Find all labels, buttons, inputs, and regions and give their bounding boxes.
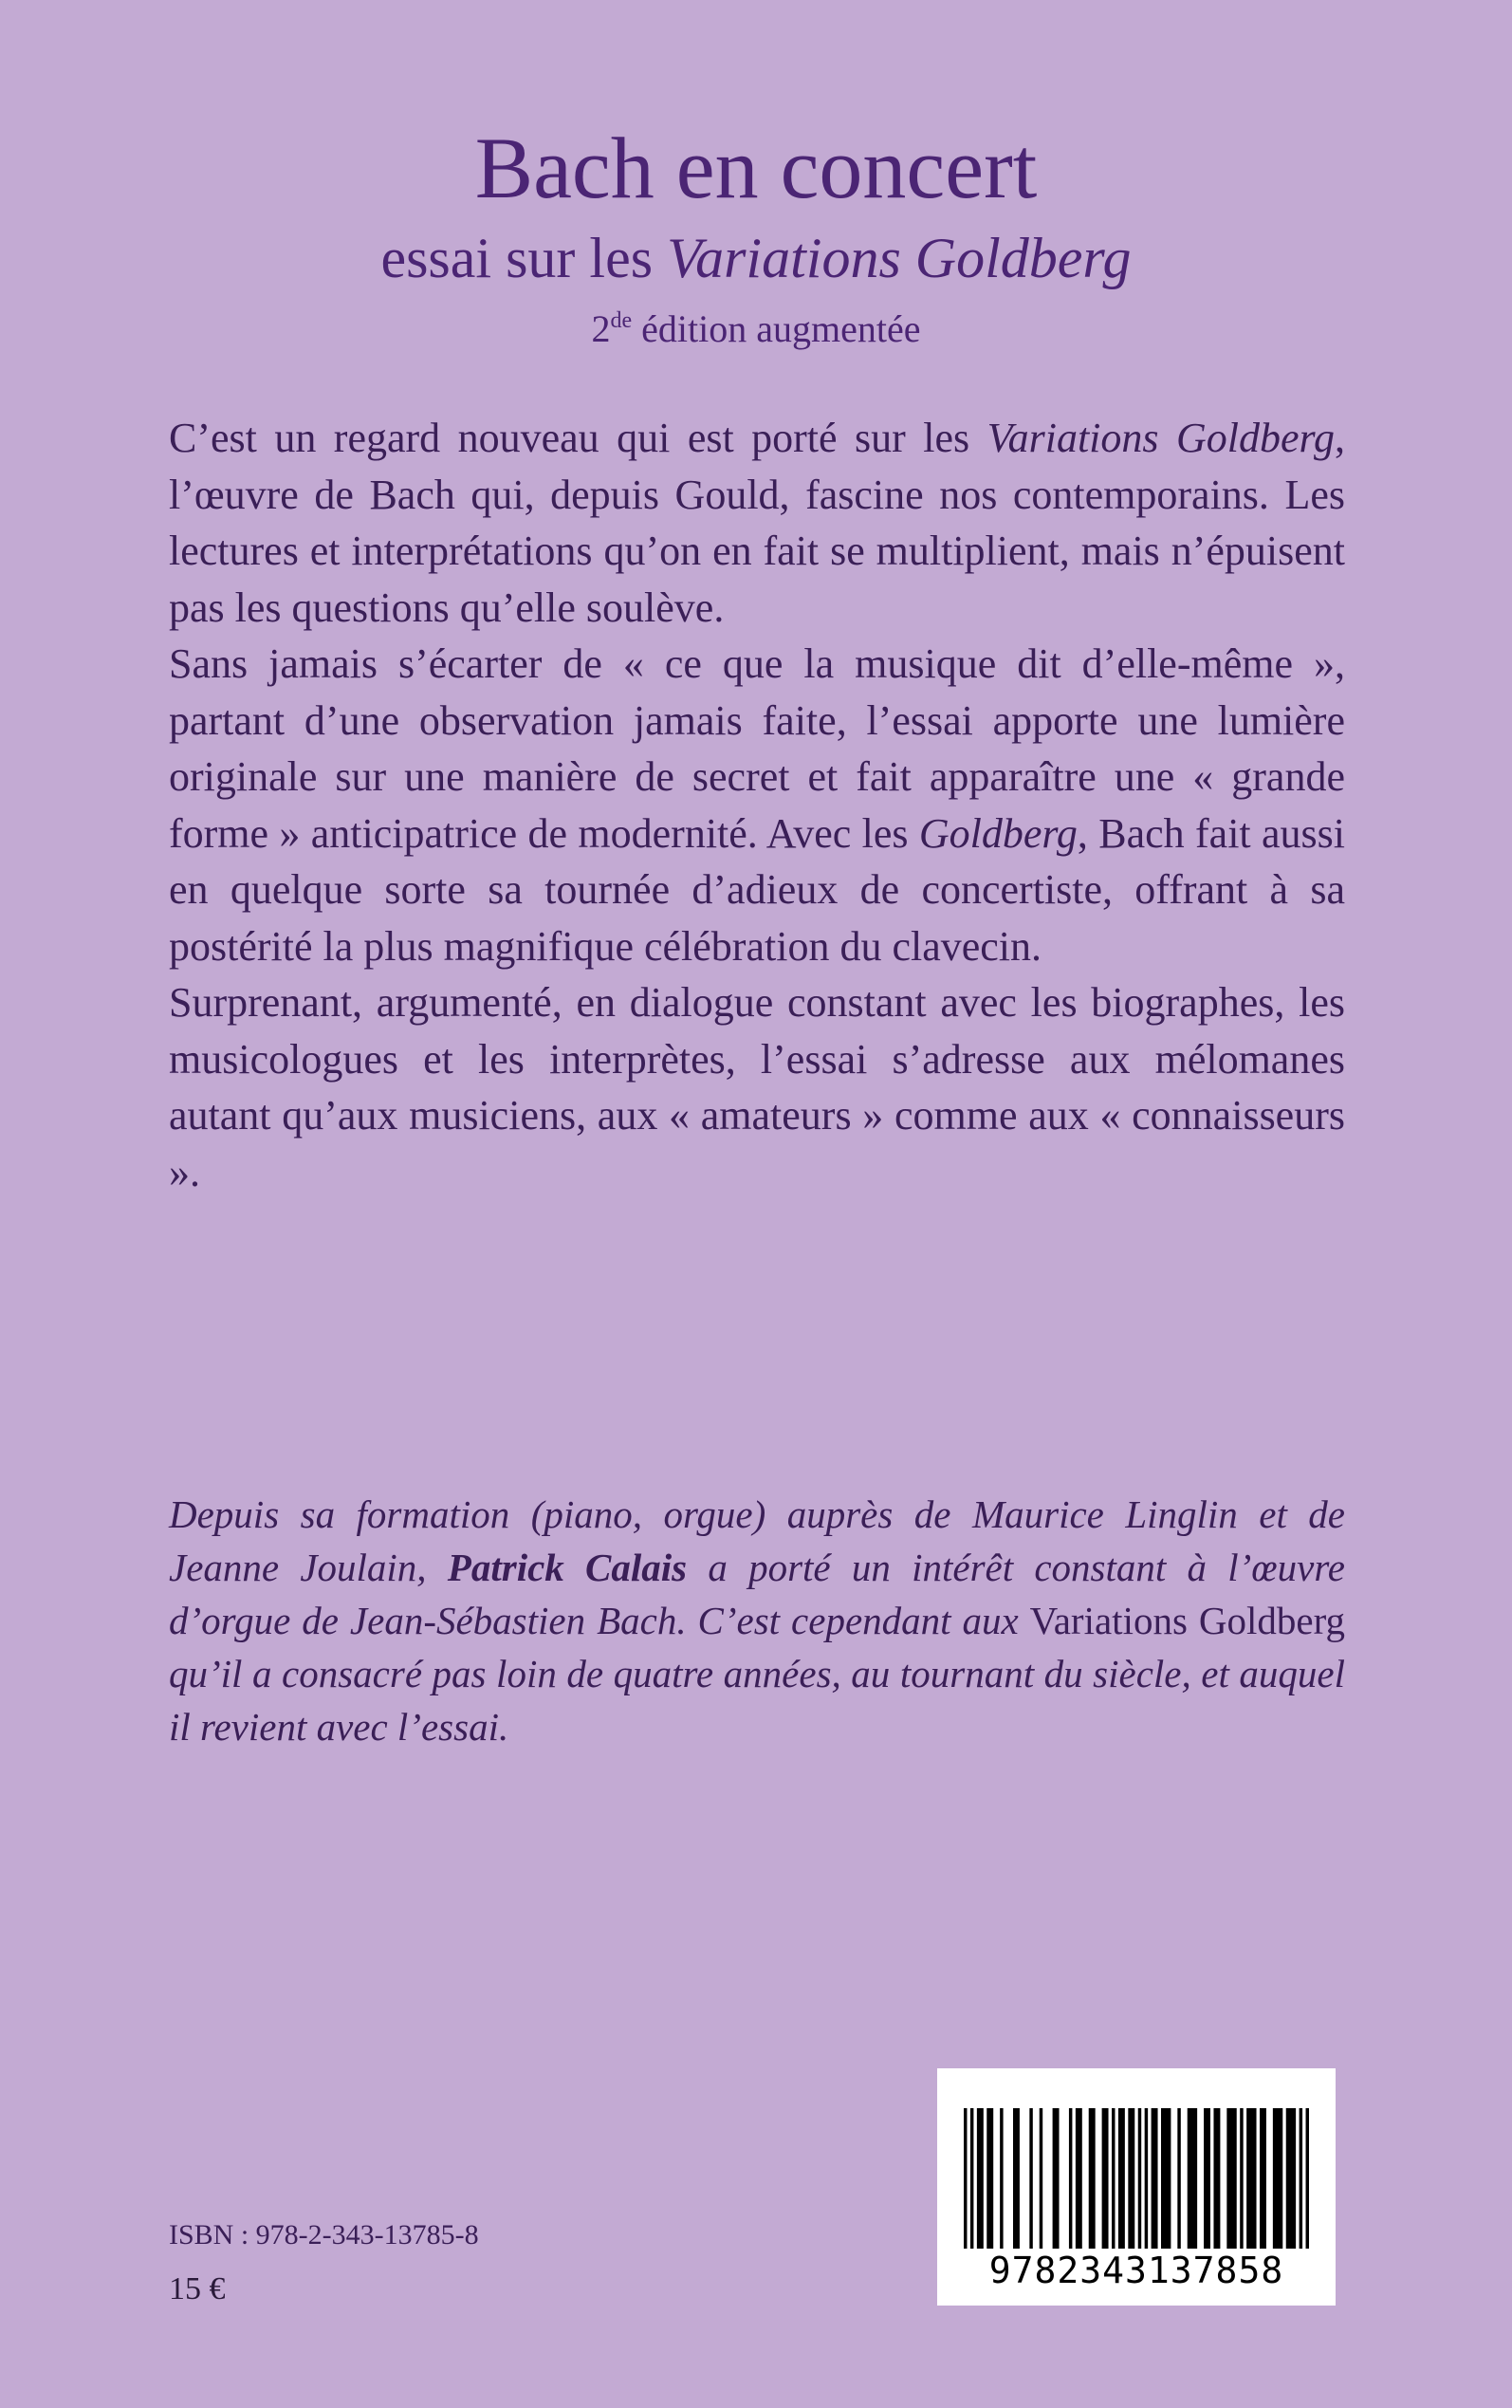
barcode-bar [1118,2108,1125,2260]
blurb [169,410,1345,1200]
edition-line [0,306,1512,353]
barcode-bar [1306,2108,1309,2260]
bio-text-2: a porté un intérêt constant à l’œuvre d’orgue de Jean-Sébastien Bach. C’est cependant aux [169,1546,1345,1642]
barcode-bar [1076,2108,1082,2260]
barcode-bar [1053,2108,1060,2260]
blurb-p2-text: Sans jamais s’écarter de « ce que la musique dit d’elle-même », partant d’une observation jamais faite, l’essai apporte une lumière originale sur une manière de secret et fait apparaître une « grande forme » anticipatrice de modernité. Avec les [169,640,1345,857]
barcode-bar [1213,2108,1220,2260]
barcode-bar [986,2108,993,2260]
barcode [937,2068,1336,2306]
blurb-p1-text-2: , l’œuvre de Bach qui, depuis Gould, fascine nos contemporains. Les lectures et interprétations qu’on en fait se multiplient, mais n’épuisent pas les questions qu’elle soulève. [169,415,1345,631]
barcode-bar [1145,2108,1148,2260]
barcode-bar [1029,2108,1032,2260]
barcode-bar [964,2108,967,2260]
price: 15 € [169,2271,226,2306]
barcode-bar [1089,2108,1096,2260]
bio-text-3: qu’il a consacré pas loin de quatre années, au tournant du siècle, et auquel il revient avec l’essai. [169,1652,1345,1749]
barcode-bar [1112,2108,1115,2260]
barcode-bars [964,2108,1309,2260]
barcode-bar [1226,2108,1236,2260]
edition-number: 2 [591,307,611,350]
barcode-bar [1069,2108,1072,2260]
barcode-bar [1161,2108,1171,2260]
barcode-bar [977,2108,984,2260]
blurb-paragraph-2 [169,636,1345,974]
subtitle-prefix: essai sur les [380,227,668,289]
bio-upright-title: Variations Goldberg [1029,1599,1345,1642]
book-title: Bach en concert [474,120,1038,216]
author-name: Patrick Calais [447,1546,688,1589]
barcode-bar [1128,2108,1134,2260]
barcode-bar [1246,2108,1256,2260]
blurb-p1-italic: Variations Goldberg [986,415,1335,461]
barcode-bar [1177,2108,1180,2260]
barcode-bar [970,2108,973,2260]
edition-superscript: de [610,308,633,333]
barcode-bar [1300,2108,1302,2260]
edition-text: édition augmentée [632,307,921,350]
barcode-bar [1040,2108,1042,2260]
barcode-bar [1273,2108,1282,2260]
blurb-p1-text: C’est un regard nouveau qui est porté sur les [169,415,987,461]
barcode-bar [1000,2108,1003,2260]
blurb-p2-italic: Goldberg [918,809,1078,857]
author-bio [169,1488,1345,1753]
barcode-bar [1260,2108,1266,2260]
barcode-bar [1286,2108,1296,2260]
barcode-bar [1240,2108,1243,2260]
bio-text-1: Depuis sa formation (piano, orgue) auprès de Maurice Linglin et de Jeanne Joulain, [169,1492,1345,1589]
subtitle-italic: Variations Goldberg [667,227,1132,289]
barcode-bar [1102,2108,1109,2260]
barcode-bar [1188,2108,1197,2260]
barcode-digits: 9782343137858 [950,2249,1322,2292]
book-subtitle [0,224,1512,292]
blurb-p2-text-2: , Bach fait aussi en quelque sorte sa tournée d’adieux de concertiste, offrant à sa postérité la plus magnifique célébration du clavecin. [169,809,1345,970]
isbn: ISBN : 978-2-343-13785-8 [169,2219,479,2251]
barcode-bar [1138,2108,1141,2260]
blurb-paragraph-1 [169,410,1345,636]
barcode-bar [1204,2108,1210,2260]
barcode-bar [1013,2108,1020,2260]
blurb-paragraph-3: Surprenant, argumenté, en dialogue constant avec les biographes, les musicologues et les interprètes, l’essai s’adresse aux mélomanes autant qu’aux musiciens, aux « amateurs » comme aux « connaisseurs ». [169,979,1345,1195]
barcode-bar [1152,2108,1158,2260]
